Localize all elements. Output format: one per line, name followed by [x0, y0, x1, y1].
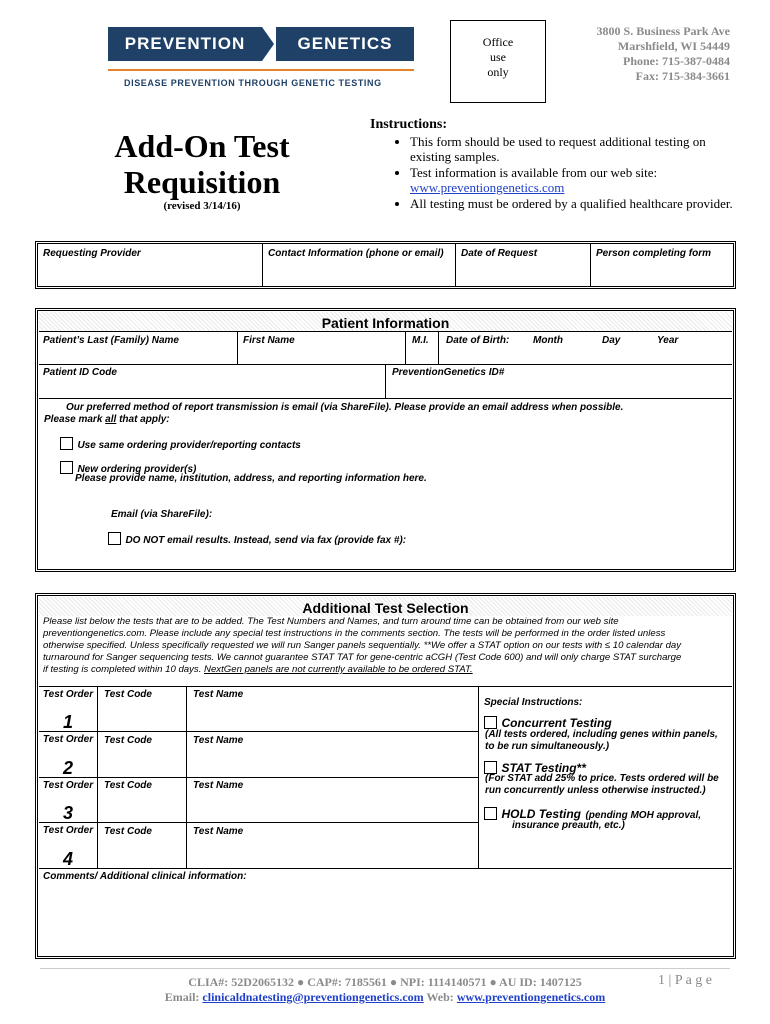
mark-all-text-a: Please mark — [44, 414, 106, 425]
hold-testing-checkbox[interactable] — [484, 807, 497, 820]
revision-date: (revised 3/14/16) — [163, 200, 241, 212]
no-email-option[interactable] — [108, 530, 406, 548]
tests-row-line-2 — [39, 777, 478, 778]
logo-genetics: GENETICS — [276, 27, 414, 61]
footer-email-label: Email: — [164, 990, 203, 1004]
patient-row-line-2 — [39, 398, 732, 399]
patient-divider-4 — [385, 364, 386, 398]
same-provider-option[interactable] — [60, 435, 301, 453]
no-email-label: DO NOT email results. Instead, send via fax (provide fax #): — [125, 535, 407, 546]
hold-testing-note-b: insurance preauth, etc.) — [512, 820, 625, 831]
requesting-provider-field[interactable]: Requesting Provider — [43, 248, 141, 259]
logo-tagline: DISEASE PREVENTION THROUGH GENETIC TESTING — [124, 78, 382, 88]
instructions-list — [390, 134, 750, 212]
office-line-1: Office — [482, 35, 514, 49]
hold-testing-note-a: (pending MOH approval, — [585, 810, 702, 821]
address-fax: Fax: 715-384-3661 — [635, 69, 730, 83]
office-use-box — [450, 20, 546, 103]
tests-col-divider-3 — [478, 686, 479, 868]
tests-intro-2: preventiongenetics.com. Please include any special test instructions in the comments section. The tests will be performed in the order listed unless — [43, 628, 666, 639]
same-provider-checkbox[interactable] — [60, 437, 73, 450]
provider-divider-3 — [590, 244, 591, 286]
page-number-value: 1 — [658, 973, 665, 988]
patient-id-field[interactable]: Patient ID Code — [43, 367, 117, 378]
mark-all-note — [44, 414, 170, 425]
instruction-item-1: • This form should be used to request additional testing on existing samples. — [410, 134, 750, 164]
instruction-item-2 — [410, 165, 750, 195]
test-code-field-4[interactable]: Test Code — [104, 826, 152, 837]
company-address — [597, 24, 730, 84]
last-name-field[interactable]: Patient’s Last (Family) Name — [43, 335, 179, 346]
test-order-number-3: 3 — [62, 803, 73, 823]
logo-divider — [108, 69, 414, 71]
test-order-label-3: Test Order — [42, 780, 94, 791]
concurrent-testing-note: (All tests ordered, including genes within panels, to be run simultaneously.) — [485, 729, 718, 752]
pg-id-field[interactable]: PreventionGenetics ID# — [392, 367, 505, 378]
dob-label: Date of Birth: — [446, 335, 510, 346]
stat-testing-note: (For STAT add 25% to price. Tests ordered will be run concurrently unless otherwise instructed.) — [485, 773, 719, 796]
concurrent-testing-label: Concurrent Testing — [501, 716, 612, 730]
page-number: 1 | P a g e — [658, 973, 713, 988]
logo-prevention: PREVENTION — [108, 27, 262, 61]
address-phone: Phone: 715-387-0484 — [623, 54, 730, 68]
test-code-field-2[interactable]: Test Code — [104, 735, 152, 746]
logo-chevron — [262, 27, 274, 61]
first-name-field[interactable]: First Name — [243, 335, 295, 346]
test-name-field-4[interactable]: Test Name — [193, 826, 244, 837]
tests-intro-4: turnaround for Sanger sequencing tests. We cannot guarantee STAT TAT for gene-centric aCGH (Test Code 600) and will only charge STAT surcharge — [43, 652, 682, 663]
concurrent-testing-checkbox[interactable] — [484, 716, 497, 729]
tests-intro-5-b: NextGen panels are not currently available to be ordered STAT. — [204, 664, 473, 675]
footer-email-link[interactable]: clinicaldnatesting@preventiongenetics.com — [202, 990, 424, 1004]
stat-testing-label: STAT Testing** — [501, 761, 586, 775]
test-order-number-4: 4 — [62, 849, 73, 869]
patient-divider-3 — [438, 331, 439, 364]
test-order-label-2: Test Order — [42, 734, 94, 745]
test-code-field-3[interactable]: Test Code — [104, 780, 152, 791]
dob-day-field[interactable]: Day — [602, 335, 621, 346]
test-order-number-2: 2 — [62, 758, 73, 778]
dob-month-field[interactable]: Month — [533, 335, 563, 346]
test-name-field-3[interactable]: Test Name — [193, 780, 244, 791]
footer-web-link[interactable]: www.preventiongenetics.com — [456, 990, 606, 1004]
office-line-3: only — [487, 65, 509, 79]
form-title-line-1: Add-On Test — [114, 128, 290, 164]
instruction-item-3: • All testing must be ordered by a qualified healthcare provider. — [410, 196, 750, 211]
patient-header-line — [39, 331, 732, 332]
no-email-checkbox[interactable] — [108, 532, 121, 545]
email-sharefile-field[interactable]: Email (via ShareFile): — [111, 509, 213, 520]
patient-divider-1 — [237, 331, 238, 364]
same-provider-label: Use same ordering provider/reporting contacts — [77, 440, 301, 451]
instruction-item-2-text: Test information is available from our web site: — [410, 165, 658, 180]
tests-row-line-1 — [39, 731, 478, 732]
middle-initial-field[interactable]: M.I. — [412, 335, 429, 346]
person-completing-field[interactable]: Person completing form — [596, 248, 712, 259]
form-title — [92, 128, 312, 200]
test-order-label-1: Test Order — [42, 689, 94, 700]
new-provider-instructions: Please provide name, institution, address, and reporting information here. — [75, 473, 427, 484]
tests-section-title: Additional Test Selection — [302, 600, 469, 616]
footer-ids: CLIA#: 52D2065132 ● CAP#: 7185561 ● NPI: 1114140571 ● AU ID: 1407125 — [188, 975, 582, 989]
tests-intro-5 — [43, 664, 733, 676]
tests-intro-3: otherwise specified. Unless specifically requested we will run Sanger panels sequentially. **We offer a STAT option on our tests with ≤ 10 calendar day — [43, 640, 682, 651]
office-line-2: use — [490, 50, 506, 64]
provider-divider-2 — [455, 244, 456, 286]
instructions-heading: Instructions: — [370, 117, 448, 132]
contact-info-field[interactable]: Contact Information (phone or email) — [268, 248, 444, 259]
tests-intro-1: Please list below the tests that are to be added. The Test Numbers and Names, and turn around time can be obtained from our web site — [43, 616, 619, 627]
address-city: Marshfield, WI 54449 — [617, 39, 730, 53]
tests-table-top — [39, 686, 732, 687]
test-code-field-1[interactable]: Test Code — [104, 689, 152, 700]
patient-divider-2 — [405, 331, 406, 364]
hold-testing-label: HOLD Testing — [501, 807, 582, 821]
address-street: 3800 S. Business Park Ave — [596, 24, 730, 38]
test-name-field-1[interactable]: Test Name — [193, 689, 244, 700]
footer-contact — [0, 990, 770, 1005]
tests-intro-5-a: if testing is completed within 10 days. — [43, 664, 205, 675]
dob-year-field[interactable]: Year — [657, 335, 679, 346]
patient-section-title: Patient Information — [321, 315, 450, 331]
test-order-label-4: Test Order — [42, 825, 94, 836]
tests-row-line-3 — [39, 822, 478, 823]
new-provider-checkbox[interactable] — [60, 461, 73, 474]
tests-intro — [43, 616, 733, 676]
test-name-field-2[interactable]: Test Name — [193, 735, 244, 746]
date-of-request-field[interactable]: Date of Request — [461, 248, 538, 259]
mark-all-text-b: all — [105, 414, 117, 425]
footer-divider — [40, 968, 730, 969]
report-preference-note: Our preferred method of report transmission is email (via ShareFile). Please provide an email address when possible. — [66, 402, 624, 413]
page-word: P a g e — [674, 973, 713, 988]
footer-web-label: Web: — [423, 990, 457, 1004]
form-title-line-2: Requisition — [123, 164, 281, 200]
test-order-number-1: 1 — [62, 712, 73, 732]
special-instructions-label: Special Instructions: — [484, 697, 583, 708]
special-instructions-underline — [484, 868, 726, 869]
website-link[interactable]: www.preventiongenetics.com — [410, 180, 565, 195]
new-provider-label: New ordering provider(s) — [77, 464, 197, 475]
provider-divider-1 — [262, 244, 263, 286]
mark-all-text-c: that apply: — [116, 414, 170, 425]
comments-field[interactable]: Comments/ Additional clinical information: — [43, 871, 247, 882]
